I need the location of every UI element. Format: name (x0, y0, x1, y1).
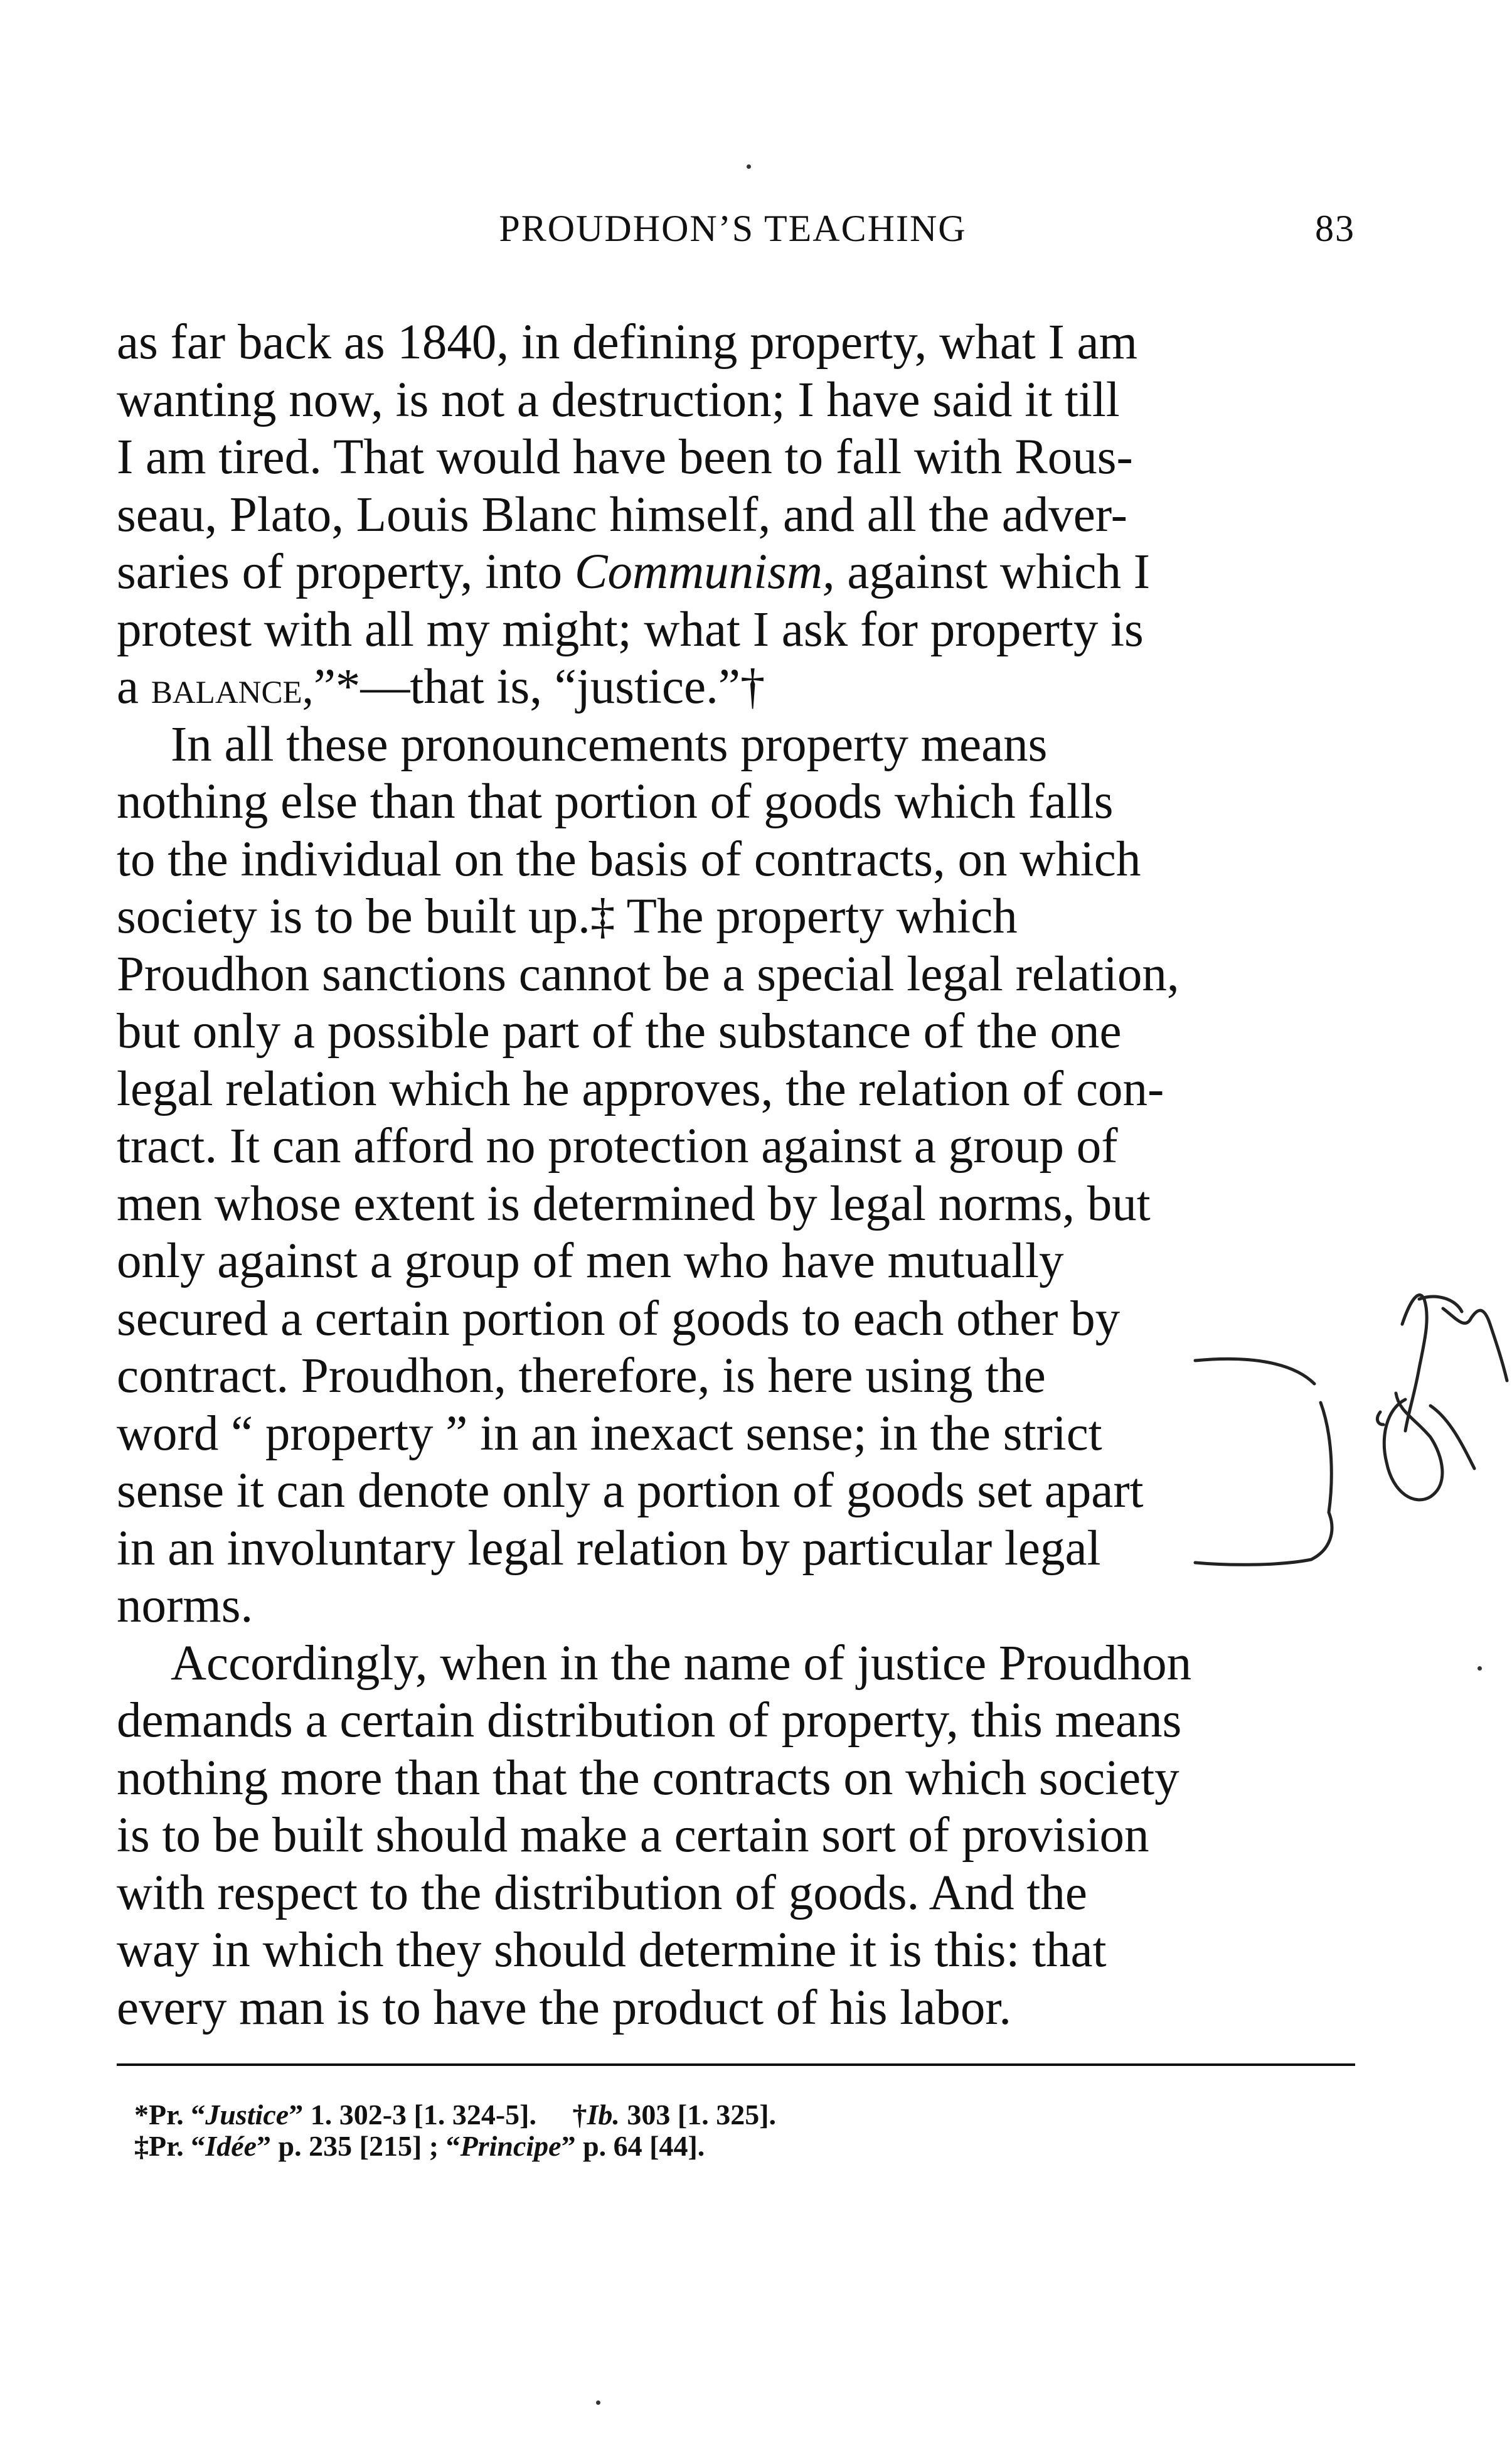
text-segment: seau, Plato, Louis Blanc himself, and all the adver- (117, 487, 1127, 542)
italic-text: Idée (205, 2130, 257, 2162)
text-segment: word “ property ” in an inexact sense; in the strict (117, 1406, 1102, 1461)
text-segment: Accordingly, when in the name of justice Proudhon (171, 1635, 1192, 1691)
text-segment: ” p. 235 [215] ; “ (257, 2130, 461, 2162)
italic-text: Communism, (574, 545, 835, 599)
text-segment: wanting now, is not a destruction; I have said it till (117, 372, 1120, 427)
text-segment: ” 1. 302-3 [1. 324-5]. † (289, 2099, 587, 2131)
text-segment: tract. It can afford no protection against a group of (117, 1119, 1118, 1174)
text-segment: men whose extent is determined by legal norms, but (117, 1176, 1151, 1231)
text-segment: as far back as 1840, in defining property, what I am (117, 315, 1138, 370)
text-segment: against which I (834, 545, 1151, 599)
text-segment: a (117, 660, 151, 714)
text-segment: nothing more than that the contracts on which society (117, 1750, 1179, 1806)
text-segment: I am tired. That would have been to fall with Rous- (117, 430, 1133, 484)
text-segment: ‡Pr. “ (134, 2130, 206, 2162)
margin-bracket (1195, 1359, 1332, 1565)
text-segment: only against a group of men who have mutually (117, 1234, 1064, 1288)
italic-text: Justice (205, 2099, 289, 2131)
text-segment: sense it can denote only a portion of goods set apart (117, 1463, 1144, 1518)
text-segment: is to be built should make a certain sort of provision (117, 1808, 1149, 1863)
text-segment: but only a possible part of the substance of the one (117, 1004, 1122, 1059)
text-segment: demands a certain distribution of property, this means (117, 1693, 1182, 1748)
small-caps-text: balance, (151, 662, 314, 713)
text-segment: secured a certain portion of goods to each other by (117, 1291, 1121, 1346)
text-segment: ”*—that is, “justice.”† (313, 660, 765, 714)
margin-scribble (1377, 1295, 1507, 1500)
text-segment: every man is to have the product of his labor. (117, 1980, 1012, 2035)
text-segment: to the individual on the basis of contracts, on which (117, 832, 1141, 887)
italic-text: Principe (460, 2130, 562, 2162)
text-segment: Proudhon sanctions cannot be a special legal relation, (117, 946, 1179, 1002)
text-segment: in an involuntary legal relation by particular legal (117, 1521, 1101, 1576)
running-title: PROUDHON’S TEACHING (499, 208, 967, 249)
text-segment: contract. Proudhon, therefore, is here using the (117, 1349, 1046, 1403)
text-segment: norms. (117, 1578, 253, 1633)
italic-text: Ib. (587, 2099, 620, 2131)
text-segment: with respect to the distribution of goods. And the (117, 1865, 1087, 1920)
text-segment: *Pr. “ (134, 2099, 206, 2131)
text-segment: saries of property, into (117, 545, 575, 599)
text-segment: society is to be built up.‡ The property which (117, 889, 1018, 944)
text-segment: 303 [1. 325]. (619, 2099, 777, 2131)
text-segment: protest with all my might; what I ask for property is (117, 602, 1144, 657)
page-number: 83 (1315, 208, 1355, 249)
text-segment: In all these pronouncements property means (171, 717, 1048, 772)
text-segment: nothing else than that portion of goods which falls (117, 774, 1114, 829)
text-segment: ” p. 64 [44]. (561, 2130, 705, 2162)
text-segment: way in which they should determine it is this: that (117, 1923, 1107, 1977)
text-segment: legal relation which he approves, the relation of con- (117, 1061, 1164, 1116)
